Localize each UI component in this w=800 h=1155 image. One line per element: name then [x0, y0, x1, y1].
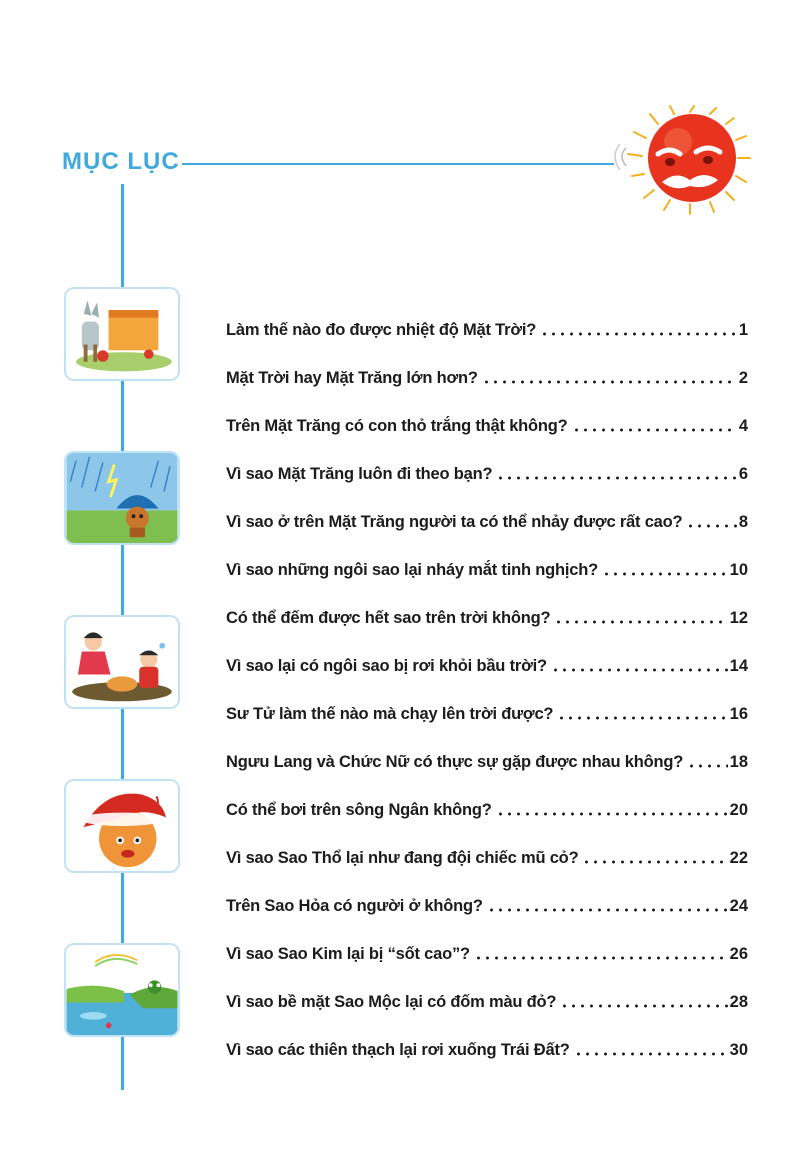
toc-entry[interactable] [226, 388, 748, 436]
toc-entry-page-number: 24 [729, 897, 748, 915]
toc-entry-page-number: 16 [729, 705, 748, 723]
toc-entry-page-number: 12 [729, 609, 748, 627]
toc-entry-title: Vì sao Sao Kim lại bị “sốt cao”? [226, 945, 470, 963]
toc-entry[interactable] [226, 628, 748, 676]
toc-entry[interactable] [226, 868, 748, 916]
toc-entry-title: Có thể bơi trên sông Ngân không? [226, 801, 492, 819]
toc-leader-dots [687, 754, 728, 768]
toc-entry-page-number: 2 [738, 369, 748, 387]
page-title: MỤC LỤC [62, 148, 180, 175]
toc-leader-dots [554, 610, 727, 624]
children-illustration [64, 615, 180, 709]
toc-entry[interactable] [226, 820, 748, 868]
toc-entry-title: Trên Sao Hỏa có người ở không? [226, 897, 483, 915]
toc-entry-page-number: 26 [729, 945, 748, 963]
toc-entry[interactable] [226, 1012, 748, 1060]
toc-list [226, 292, 748, 1060]
toc-entry-page-number: 1 [738, 321, 748, 339]
river-illustration [64, 943, 180, 1037]
toc-entry-page-number: 30 [729, 1041, 748, 1059]
toc-entry[interactable] [226, 292, 748, 340]
toc-leader-dots [574, 1042, 728, 1056]
toc-leader-dots [496, 802, 728, 816]
toc-entry-title: Vì sao những ngôi sao lại nháy mắt tinh nghịch? [226, 561, 598, 579]
toc-entry-page-number: 18 [729, 753, 748, 771]
toc-leader-dots [572, 418, 737, 432]
toc-entry-page-number: 10 [729, 561, 748, 579]
donkey-illustration [64, 287, 180, 381]
toc-entry-title: Vì sao lại có ngôi sao bị rơi khỏi bầu trời? [226, 657, 547, 675]
toc-entry-title: Có thể đếm được hết sao trên trời không? [226, 609, 551, 627]
toc-entry-title: Làm thế nào đo được nhiệt độ Mặt Trời? [226, 321, 537, 339]
toc-entry-title: Trên Mặt Trăng có con thỏ trắng thật không? [226, 417, 568, 435]
toc-entry-title: Vì sao ở trên Mặt Trăng người ta có thể nhảy được rất cao? [226, 513, 683, 531]
toc-entry-page-number: 4 [738, 417, 748, 435]
toc-entry[interactable] [226, 436, 748, 484]
toc-entry[interactable] [226, 772, 748, 820]
toc-entry-page-number: 20 [729, 801, 748, 819]
toc-entry[interactable] [226, 676, 748, 724]
toc-entry[interactable] [226, 484, 748, 532]
toc-entry-title: Sư Tử làm thế nào mà chạy lên trời được? [226, 705, 554, 723]
toc-entry-page-number: 28 [729, 993, 748, 1011]
toc-entry[interactable] [226, 964, 748, 1012]
toc-entry-title: Mặt Trời hay Mặt Trăng lớn hơn? [226, 369, 478, 387]
toc-entry[interactable] [226, 724, 748, 772]
toc-entry[interactable] [226, 580, 748, 628]
toc-entry-page-number: 14 [729, 657, 748, 675]
toc-entry-title: Ngưu Lang và Chức Nữ có thực sự gặp được nhau không? [226, 753, 684, 771]
toc-entry[interactable] [226, 340, 748, 388]
toc-leader-dots [487, 898, 728, 912]
toc-entry-page-number: 6 [738, 465, 748, 483]
toc-entry-title: Vì sao bề mặt Sao Mộc lại có đốm màu đỏ? [226, 993, 557, 1011]
toc-leader-dots [496, 466, 736, 480]
toc-leader-dots [557, 706, 727, 720]
toc-leader-dots [582, 850, 727, 864]
toc-entry-title: Vì sao Mặt Trăng luôn đi theo bạn? [226, 465, 493, 483]
toc-entry-page-number: 8 [738, 513, 748, 531]
saturn-hat-illustration [64, 779, 180, 873]
toc-leader-dots [560, 994, 727, 1008]
toc-leader-dots [686, 514, 736, 528]
heading-rule [182, 163, 614, 165]
toc-entry-title: Vì sao các thiên thạch lại rơi xuống Trái Đất? [226, 1041, 570, 1059]
toc-leader-dots [482, 370, 737, 384]
rain-illustration [64, 451, 180, 545]
toc-leader-dots [474, 946, 728, 960]
sun-mascot-icon [612, 104, 754, 216]
toc-entry[interactable] [226, 532, 748, 580]
toc-entry[interactable] [226, 916, 748, 964]
toc-leader-dots [602, 562, 728, 576]
toc-entry-page-number: 22 [729, 849, 748, 867]
toc-leader-dots [540, 322, 737, 336]
toc-entry-title: Vì sao Sao Thổ lại như đang đội chiếc mũ cỏ? [226, 849, 579, 867]
toc-leader-dots [551, 658, 728, 672]
